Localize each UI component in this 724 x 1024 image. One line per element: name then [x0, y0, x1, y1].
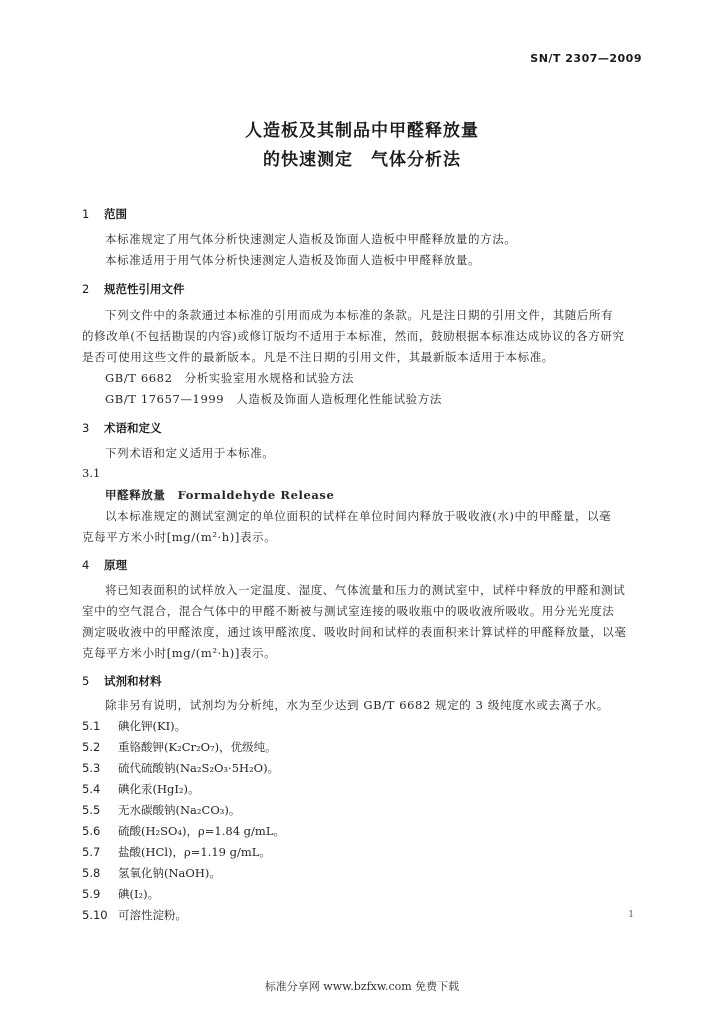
paragraph: 本标准适用于用气体分析快速测定人造板及饰面人造板中甲醛释放量。: [105, 253, 481, 267]
section-3-heading: [82, 420, 162, 436]
subsection-number: 3.1: [82, 466, 101, 480]
section-number: 4: [82, 558, 90, 572]
section-2-heading: [82, 281, 185, 297]
item-number: 5.3: [82, 761, 101, 775]
paragraph-line: 室中的空气混合，混合气体中的甲醛不断被与测试室连接的吸收瓶中的吸收液所吸收。用分光光度法: [82, 604, 615, 618]
paragraph: 本标准规定了用气体分析快速测定人造板及饰面人造板中甲醛释放量的方法。: [105, 232, 517, 246]
reagent-item: [82, 886, 159, 902]
item-number: 5.2: [82, 740, 101, 754]
item-text: 碘(I₂)。: [118, 887, 160, 901]
reagent-item: [82, 760, 279, 776]
section-number: 1: [82, 207, 90, 221]
definition-line: 克每平方米小时[mg/(m²·h)]表示。: [82, 530, 277, 544]
item-text: 硫代硫酸钠(Na₂S₂O₃·5H₂O)。: [118, 761, 280, 775]
paragraph-line: 测定吸收液中的甲醛浓度，通过该甲醛浓度、吸收时间和试样的表面积来计算试样的甲醛释放量，以毫: [82, 625, 627, 639]
section-number: 5: [82, 674, 90, 688]
term-heading: 甲醛释放量 Formaldehyde Release: [105, 488, 335, 502]
reagent-item: [82, 823, 285, 839]
item-number: 5.6: [82, 824, 101, 838]
standard-code: SN/T 2307—2009: [530, 52, 642, 65]
section-title: 范围: [104, 207, 127, 221]
section-title: 术语和定义: [104, 421, 162, 435]
reagent-item: [82, 844, 271, 860]
item-text: 无水碳酸钠(Na₂CO₃)。: [118, 803, 241, 817]
section-number: 2: [82, 282, 90, 296]
item-number: 5.9: [82, 887, 101, 901]
reagent-item: [82, 718, 186, 734]
section-4-heading: [82, 557, 127, 573]
document-title-line1: 人造板及其制品中甲醛释放量: [245, 121, 479, 141]
item-text: 氢氧化钠(NaOH)。: [118, 866, 221, 880]
section-1-heading: [82, 206, 127, 222]
section-number: 3: [82, 421, 90, 435]
item-number: 5.7: [82, 845, 101, 859]
item-text: 重铬酸钾(K₂Cr₂O₇)，优级纯。: [118, 740, 277, 754]
section-5-heading: [82, 673, 162, 689]
reagent-item: [82, 802, 240, 818]
paragraph: 下列术语和定义适用于本标准。: [105, 446, 275, 460]
reference-item: GB/T 17657—1999 人造板及饰面人造板理化性能试验方法: [105, 392, 442, 406]
item-number: 5.4: [82, 782, 101, 796]
item-text: 可溶性淀粉。: [118, 908, 187, 922]
item-number: 5.5: [82, 803, 101, 817]
reagent-item: [82, 907, 187, 923]
section-title: 规范性引用文件: [104, 282, 185, 296]
page-number: 1: [628, 910, 634, 920]
section-title: 试剂和材料: [104, 674, 162, 688]
document-title-line2: 的快速测定 气体分析法: [263, 150, 461, 170]
paragraph-line: 将已知表面积的试样放入一定温度、湿度、气体流量和压力的测试室中，试样中释放的甲醛和测试: [105, 583, 626, 597]
item-text: 碘化钾(KI)。: [118, 719, 187, 733]
section-title: 原理: [104, 558, 127, 572]
item-text: 硫酸(H₂SO₄)，ρ=1.84 g/mL。: [118, 824, 285, 838]
item-text: 盐酸(HCl)，ρ=1.19 g/mL。: [118, 845, 271, 859]
paragraph-line: 是否可使用这些文件的最新版本。凡是不注日期的引用文件，其最新版本适用于本标准。: [82, 350, 554, 364]
paragraph-line: 的修改单(不包括勘误的内容)或修订版均不适用于本标准，然而，鼓励根据本标准达成协议的各方研究: [82, 329, 625, 343]
paragraph-line: 下列文件中的条款通过本标准的引用而成为本标准的条款。凡是注日期的引用文件，其随后所有: [105, 308, 614, 322]
item-number: 5.8: [82, 866, 101, 880]
footer-watermark: 标准分享网 www.bzfxw.com 免费下载: [264, 980, 460, 993]
reagent-item: [82, 781, 200, 797]
reference-item: GB/T 6682 分析实验室用水规格和试验方法: [105, 371, 355, 385]
item-number: 5.10: [82, 908, 108, 922]
paragraph-line: 克每平方米小时[mg/(m²·h)]表示。: [82, 646, 277, 660]
item-text: 碘化汞(HgI₂)。: [118, 782, 200, 796]
definition-line: 以本标准规定的测试室测定的单位面积的试样在单位时间内释放于吸收液(水)中的甲醛量，以毫: [105, 509, 612, 523]
item-number: 5.1: [82, 719, 101, 733]
paragraph: 除非另有说明，试剂均为分析纯，水为至少达到 GB/T 6682 规定的 3 级纯度水或去离子水。: [105, 698, 609, 712]
reagent-item: [82, 865, 221, 881]
reagent-item: [82, 739, 277, 755]
